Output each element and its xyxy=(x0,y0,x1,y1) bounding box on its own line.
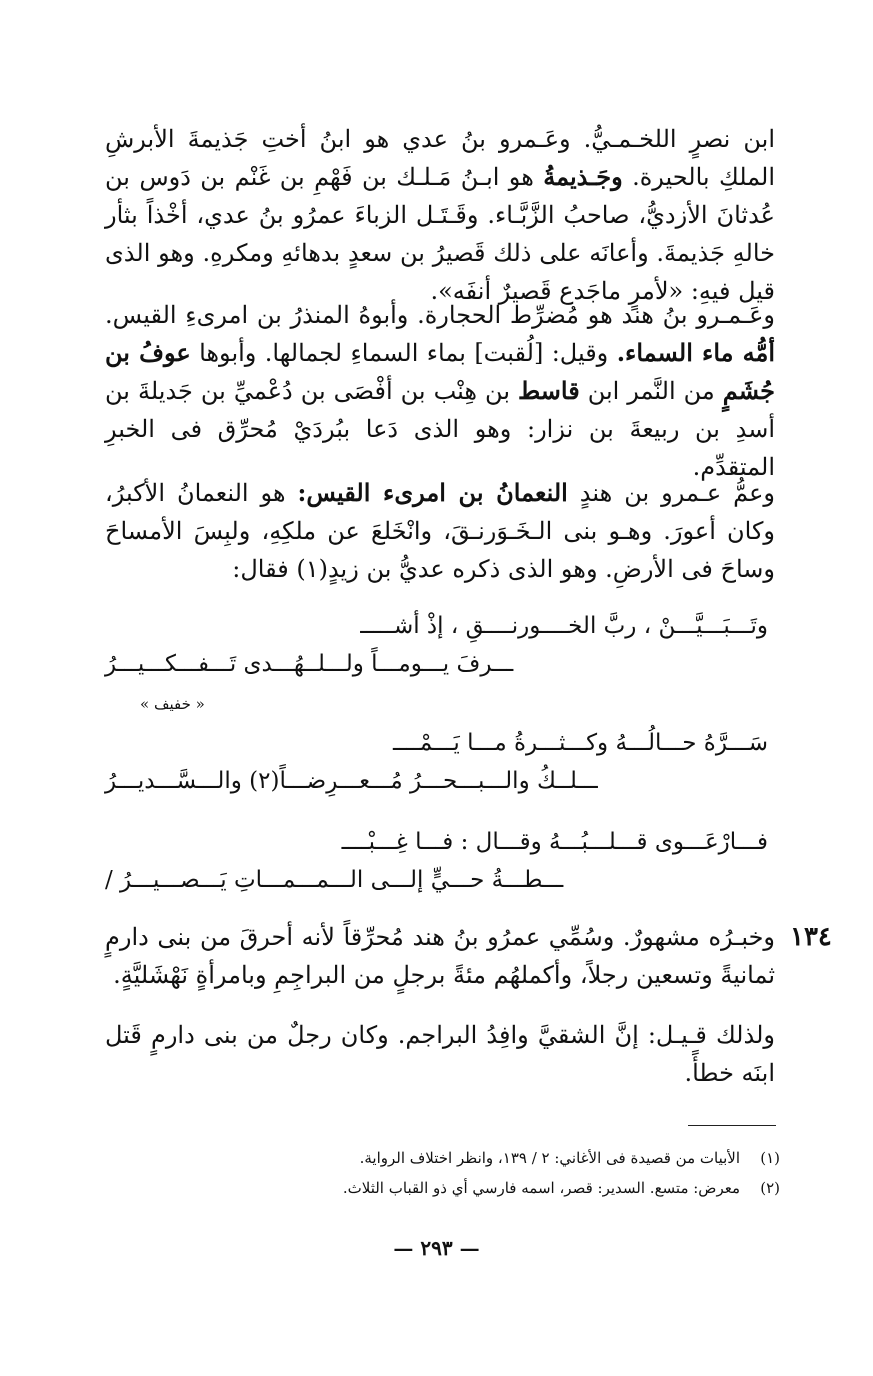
paragraph-numan xyxy=(105,474,775,588)
text-segment: هو النعمانُ الأكبرُ، وكان أعورَ. وهـو بنى الـخَـوَرنـقَ، وانْخَلعَ عن ملكِهِ، ولبِسَ الأمساحَ وساحَ فى الأرضِ. وهو الذى ذكره عديُّ بن زيدٍ(١) فقال: xyxy=(105,479,775,583)
text-segment: من النَّمر ابن xyxy=(579,377,723,405)
text-segment: وعمُّ عـمرو بن هندٍ xyxy=(567,479,776,507)
paragraph-muharriq xyxy=(105,918,775,994)
text-segment: هو ابـنُ مَـلـك بن فَهْمِ بن غَنْم بن دَوس بن عُدثانَ الأزديُّ، صاحبُ الزَّبَّـاء. وقَـتَـل الزباءَ عمرُو بنُ عدي، أخْذاً بثأر خالهِ جَذيمةَ. وأعانَه على ذلك قَصيرُ بن سعدٍ بدهائهِ ومكرهِ. وهو الذى قيل فيهِ: «لأمرٍ ماجَدع قَصيرٌ أنفَه». xyxy=(105,163,775,305)
verse-1-second-hemistich: ـــرفَ يـــومـــاً ولـــلــهُـــدى تَـــفـــكـــيـــرُ xyxy=(105,651,514,677)
verse-2-first-hemistich: سَـــرَّهُ حـــالُـــهُ وكـــثـــرةُ مـــا يَـــمْــــ xyxy=(392,730,768,756)
verse-3-second-hemistich: ـــطـــةُ حـــيٍّ إلـــى الـــمـــمـــاتِ يَـــصـــيـــرُ / xyxy=(105,867,564,893)
verse-2-second-hemistich: ـــلــكُ والـــبـــحـــرُ مُـــعـــرِضـــاً(٢) والـــسَّـــديـــرُ xyxy=(105,768,598,794)
footnote-1 xyxy=(250,1147,780,1169)
bold-name-segment: عوفُ بن جُشَمٍ xyxy=(105,338,775,405)
text-segment: ابن نصرٍ اللخـمـيُّ. وعَـمرو بنُ عدي هو ابنُ أختِ جَذيمةَ الأبرشِ الملكِ بالحيرة. xyxy=(105,125,775,191)
paragraph-jadhima xyxy=(105,120,775,310)
footnote-separator xyxy=(688,1125,776,1126)
text-segment: وعَـمـرو بنُ هند هو مُضرِّط الحجارة. وأبوهُ المنذرُ بن امرىءِ القيس. xyxy=(105,301,775,329)
verse-1-first-hemistich: وتَـــبَـــيَّـــنْ ، ربَّ الخــــورنــــقِ ، إذْ أشـــــ xyxy=(360,613,768,639)
footnote-2-number: (٢) xyxy=(760,1179,780,1197)
page-number: — ٢٩٣ — xyxy=(393,1236,480,1260)
margin-number: ١٣٤ xyxy=(790,922,832,952)
text-segment: وخبـرُه مشهورٌ. وسُمِّي عمرُو بنُ هند مُحرِّقاً لأنه أحرقَ من بنى دارمٍ ثمانيةً وتسعين رجلاً، وأكملهُم مئةً برجلٍ من البراجِمِ وبامرأةٍ نَهْشَليَّةٍ. xyxy=(105,923,775,989)
footnote-2 xyxy=(250,1177,780,1199)
text-segment: وقيل: [لُقبت] بماء السماءِ لجمالها. وأبوها xyxy=(190,339,617,367)
bold-name-segment: وجَـذيمةُ xyxy=(543,162,623,191)
bold-name-segment: قاسط xyxy=(518,376,580,405)
footnote-1-number: (١) xyxy=(760,1149,780,1167)
footnote-2-text: معرض: متسع. السدير: قصر، اسمه فارسي أي ذو القباب الثلاث. xyxy=(342,1179,740,1197)
footnote-1-text: الأبيات من قصيدة فى الأغاني: ٢ / ١٣٩، وانظر اختلاف الرواية. xyxy=(359,1149,740,1167)
paragraph-shaqi xyxy=(105,1016,775,1092)
bold-name-segment: أمُّه ماء السماء. xyxy=(616,338,776,367)
text-segment: ولذلك قـيـل: إنَّ الشقيَّ وافِدُ البراجم. وكان رجلٌ من بنى دارمٍ قَتل ابنَه خطأً. xyxy=(105,1021,775,1087)
text-segment: بن هِنْب بن أفْصَى بن دُعْميِّ بن جَديلةَ بن أسدِ بن ربيعةَ بن نزار: وهو الذى دَعا ببُردَيْ مُحرِّق فى الخبرِ المتقدِّم. xyxy=(105,377,775,481)
meter-label: « خفيف » xyxy=(140,695,205,713)
bold-name-segment: النعمانُ بن امرىء القيس: xyxy=(297,478,568,507)
verse-3-first-hemistich: فـــارْعَـــوى قـــلـــبُـــهُ وقـــال : فـــا غِـــبْــــ xyxy=(341,829,768,855)
paragraph-amr-ibn-hind xyxy=(105,296,775,486)
